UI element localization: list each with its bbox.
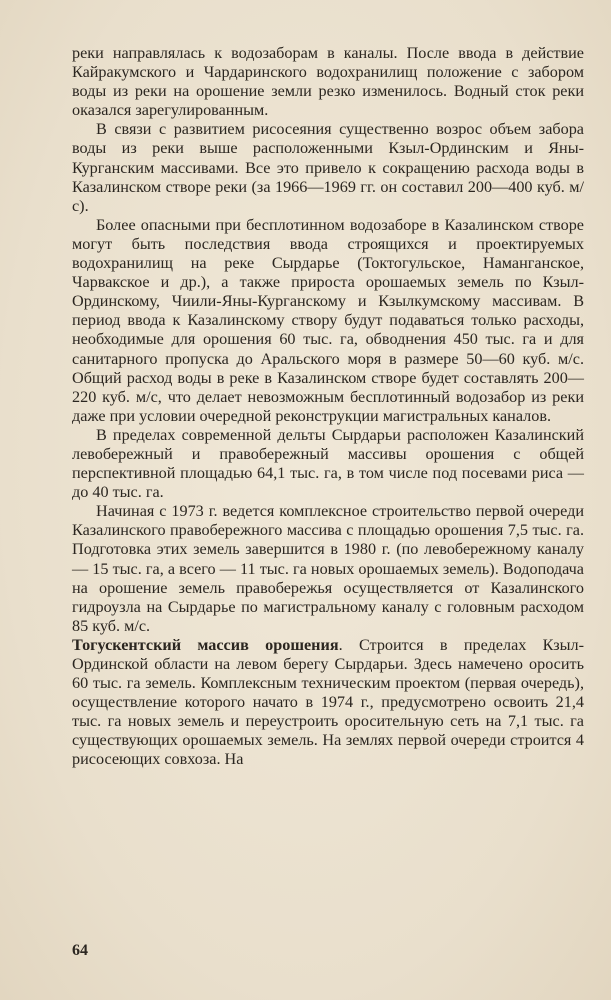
paragraph-4: В пределах современной дельты Сырдарьи расположен Казалинский левобережный и правобережный массивы орошения с общей перспективной площадью 64,1 тыс. га, в том числе под посевами риса — до 40 тыс. га. bbox=[72, 425, 584, 502]
body-text bbox=[72, 44, 584, 770]
paragraph-1: реки направлялась к водозаборам в каналы. После ввода в действие Кайракумского и Чардаринского водохранилищ положение с забором воды из реки на орошение земли резко изменилось. Водный сток реки оказался зарегулированным. bbox=[72, 44, 584, 120]
paragraph-2: В связи с развитием рисосеяния существенно возрос объем забора воды из реки выше расположенными Кзыл-Ординским и Яны-Курганским массивами. Все это привело к сокращению расхода воды в Казалинском створе реки (за 1966—1969 гг. он составил 200—400 куб. м/с). bbox=[72, 120, 584, 215]
paragraph-6 bbox=[72, 636, 584, 770]
paragraph-5: Начиная с 1973 г. ведется комплексное строительство первой очереди Казалинского правобережного массива с площадью орошения 7,5 тыс. га. Подготовка этих земель завершится в 1980 г. (по левобережному каналу — 15 тыс. га, а всего — 11 тыс. га новых орошаемых земель). Водоподача на орошение земель правобережья осуществляется от Казалинского гидроузла на Сырдарье по магистральному каналу с головным расходом 85 куб. м/с. bbox=[72, 502, 584, 635]
paragraph-6-text: . Строится в пределах Кзыл-Ординской области на левом берегу Сырдарьи. Здесь намечено оросить 60 тыс. га земель. Комплексным техническим проектом (первая очередь), осуществление которого начато в 1974 г., предусмотрено освоить 21,4 тыс. га новых земель и переустроить оросительную сеть на 7,1 тыс. га существующих орошаемых земель. На землях первой очереди строится 4 рисосеющих совхоза. На bbox=[72, 635, 584, 769]
page-number: 64 bbox=[72, 942, 88, 959]
section-heading-togusken: Тогускентский массив орошения bbox=[72, 635, 339, 654]
paragraph-3: Более опасными при бесплотинном водозаборе в Казалинском створе могут быть последствия ввода строящихся и проектируемых водохранилищ на реке Сырдарье (Токтогульское, Наманганское, Чарвакское и др.), а также прироста орошаемых земель по Кзыл-Ординскому, Чиили-Яны-Курганскому и Кзылкумскому массивам. В период ввода к Казалинскому створу будут подаваться только расходы, необходимые для орошения 60 тыс. га, обводнения 450 тыс. га и для санитарного пропуска до Аральского моря в размере 50—60 куб. м/с. Общий расход воды в реке в Казалинском створе будет составлять 200—220 куб. м/с, что делает невозможным бесплотинный водозабор из реки даже при условии очередной реконструкции магистральных каналов. bbox=[72, 215, 584, 425]
